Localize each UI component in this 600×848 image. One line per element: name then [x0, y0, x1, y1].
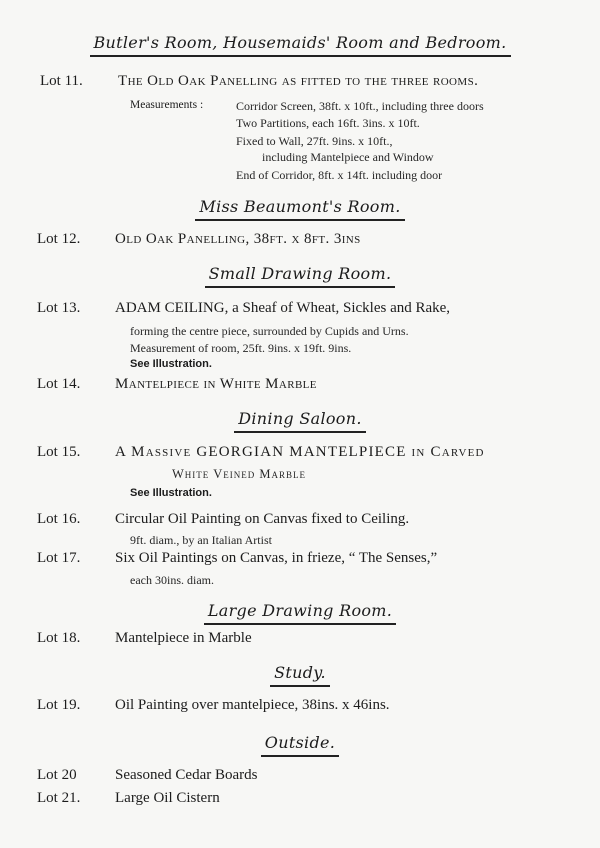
lot-number: Lot 20 — [37, 767, 77, 783]
lot-detail: White Veined Marble — [172, 467, 306, 481]
lot-number: Lot 11. — [40, 73, 83, 89]
lot-description: Large Oil Cistern — [115, 790, 220, 806]
room-heading-small-drawing-room: Small Drawing Room. — [0, 264, 600, 288]
measurement-line: Two Partitions, each 16ft. 3ins. x 10ft. — [236, 116, 420, 130]
lot-description: Oil Painting over mantelpiece, 38ins. x 46ins. — [115, 697, 390, 713]
measurement-line: End of Corridor, 8ft. x 14ft. including door — [236, 168, 443, 182]
lot-detail: each 30ins. diam. — [130, 573, 214, 587]
room-heading-outside: Outside. — [0, 733, 600, 757]
lot-detail: 9ft. diam., by an Italian Artist — [130, 533, 272, 547]
lot-number: Lot 15. — [37, 444, 81, 460]
measurement-line: including Mantelpiece and Window — [262, 150, 434, 164]
see-illustration-note: See Illustration. — [130, 358, 212, 370]
lot-number: Lot 16. — [37, 511, 81, 527]
lot-description: Mantelpiece in Marble — [115, 630, 252, 646]
lot-number: Lot 19. — [37, 697, 81, 713]
lot-description: Six Oil Paintings on Canvas, in frieze, “ The Senses,” — [115, 550, 438, 566]
lot-number: Lot 13. — [37, 300, 81, 316]
lot-number: Lot 17. — [37, 550, 81, 566]
room-heading-large-drawing-room: Large Drawing Room. — [0, 601, 600, 625]
see-illustration-note: See Illustration. — [130, 487, 212, 499]
lot-detail: Measurement of room, 25ft. 9ins. x 19ft. 9ins. — [130, 341, 352, 355]
measurements-label: Measurements : — [130, 99, 204, 111]
lot-description: ADAM CEILING, a Sheaf of Wheat, Sickles and Rake, — [115, 300, 451, 316]
lot-number: Lot 14. — [37, 376, 81, 392]
lot-description: Mantelpiece in White Marble — [115, 376, 317, 392]
lot-number: Lot 21. — [37, 790, 81, 806]
lot-number: Lot 12. — [37, 231, 81, 247]
lot-description: The Old Oak Panelling as fitted to the three rooms. — [118, 73, 479, 89]
room-heading-dining-saloon: Dining Saloon. — [0, 409, 600, 433]
room-heading-study: Study. — [0, 663, 600, 687]
lot-detail: forming the centre piece, surrounded by Cupids and Urns. — [130, 324, 409, 338]
lot-description: Circular Oil Painting on Canvas fixed to Ceiling. — [115, 511, 410, 527]
measurement-line: Corridor Screen, 38ft. x 10ft., including three doors — [236, 99, 484, 113]
lot-description: Seasoned Cedar Boards — [115, 767, 258, 783]
measurement-line: Fixed to Wall, 27ft. 9ins. x 10ft., — [236, 134, 393, 148]
lot-description: Old Oak Panelling, 38ft. x 8ft. 3ins — [115, 231, 361, 247]
lot-description: A Massive GEORGIAN MANTELPIECE in Carved — [115, 444, 485, 460]
room-heading-butlers: Butler's Room, Housemaids' Room and Bedroom. — [0, 33, 600, 57]
lot-number: Lot 18. — [37, 630, 81, 646]
room-heading-miss-beaumont: Miss Beaumont's Room. — [0, 197, 600, 221]
